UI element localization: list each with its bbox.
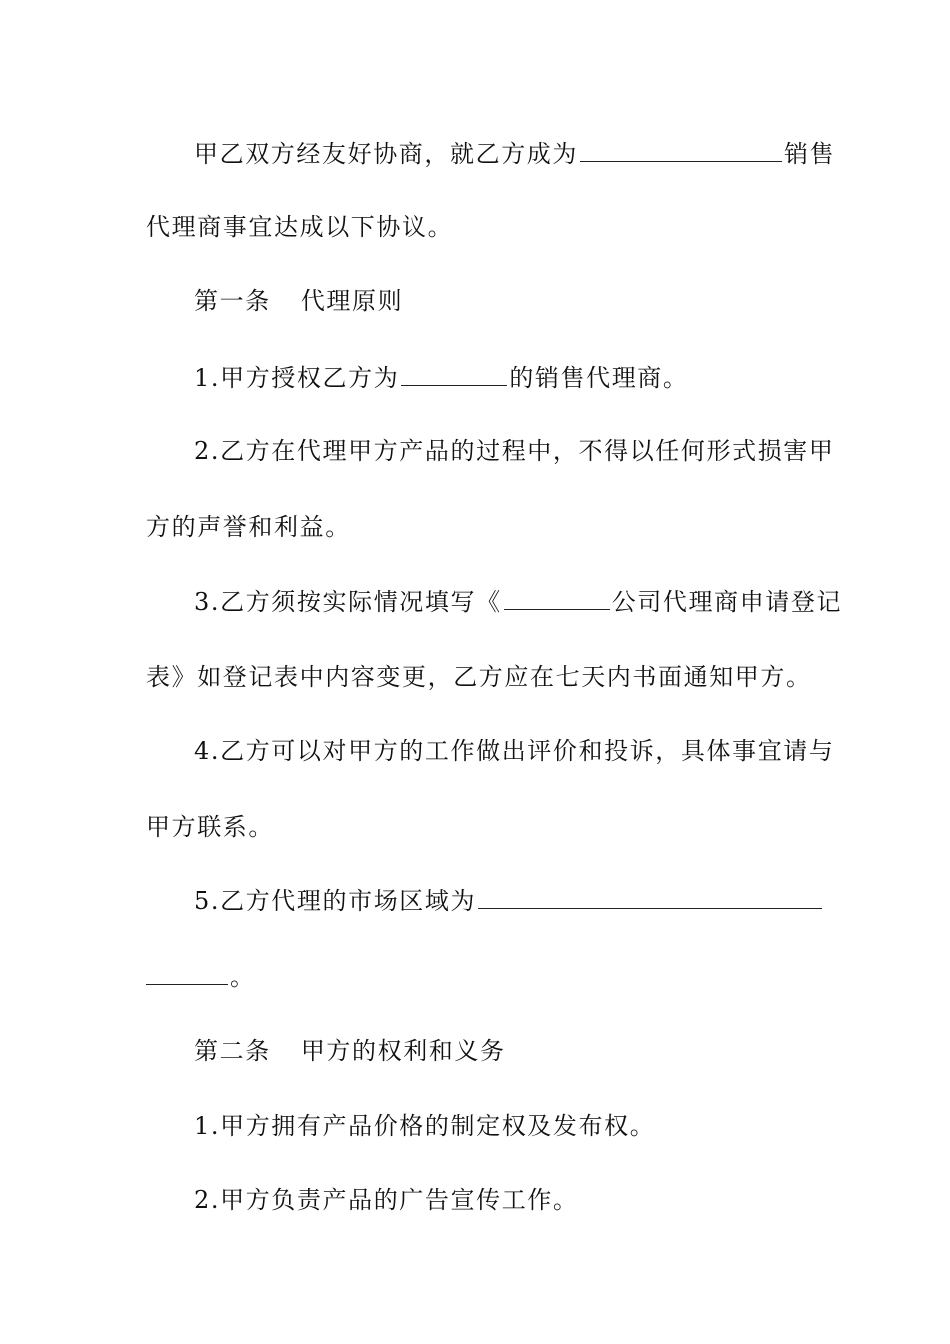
region-blank-1 [478, 886, 822, 909]
clause-1-4-text: 4.乙方可以对甲方的工作做出评价和投诉，具体事宜请与 [194, 737, 835, 765]
clause-2-1-text: 1.甲方拥有产品价格的制定权及发布权。 [194, 1112, 656, 1140]
product-blank [401, 363, 507, 386]
article-1-heading [146, 284, 854, 318]
clause-1-4-line-2 [146, 810, 806, 844]
clause-1-2-line-1 [146, 434, 854, 468]
clause-1-4-cont: 甲方联系。 [146, 813, 274, 841]
article-2-title: 甲方的权利和义务 [300, 1037, 506, 1065]
clause-1-3-after: 公司代理商申请登记 [611, 588, 843, 616]
clause-1-2-cont: 方的声誉和利益。 [146, 513, 351, 541]
clause-1-5-end: 。 [230, 963, 256, 991]
intro-paragraph-line-1 [146, 137, 854, 171]
clause-2-1 [146, 1109, 854, 1143]
intro-text-before: 甲乙双方经友好协商，就乙方成为 [194, 140, 578, 168]
company-blank [504, 587, 610, 610]
intro-paragraph-line-2 [146, 210, 806, 244]
clause-1-2-text: 2.乙方在代理甲方产品的过程中，不得以任何形式损害甲 [194, 437, 835, 465]
clause-1-4-line-1 [146, 734, 854, 768]
clause-1-3-cont: 表》如登记表中内容变更，乙方应在七天内书面通知甲方。 [146, 663, 812, 691]
clause-1-3-before: 3.乙方须按实际情况填写《 [194, 588, 502, 616]
intro-text-after: 销售 [784, 140, 836, 168]
clause-1-5-line-2 [146, 960, 806, 994]
clause-1-3-line-1 [146, 585, 854, 619]
article-1-label: 第一条 [194, 287, 271, 315]
clause-1-1-before: 1.甲方授权乙方为 [194, 364, 400, 392]
article-2-heading [146, 1034, 854, 1068]
clause-1-2-line-2 [146, 510, 806, 544]
intro-text-cont: 代理商事宜达成以下协议。 [146, 213, 454, 241]
clause-1-3-line-2 [146, 660, 812, 694]
clause-2-2-text: 2.甲方负责产品的广告宣传工作。 [194, 1186, 579, 1214]
clause-1-1 [146, 361, 854, 395]
agency-blank [580, 139, 782, 162]
article-2-label: 第二条 [194, 1037, 271, 1065]
clause-1-1-after: 的销售代理商。 [509, 364, 689, 392]
clause-1-5-before: 5.乙方代理的市场区域为 [194, 887, 477, 915]
clause-1-5-line-1 [146, 884, 854, 918]
clause-2-2 [146, 1183, 854, 1217]
article-1-title: 代理原则 [300, 287, 404, 315]
region-blank-2 [146, 962, 228, 985]
